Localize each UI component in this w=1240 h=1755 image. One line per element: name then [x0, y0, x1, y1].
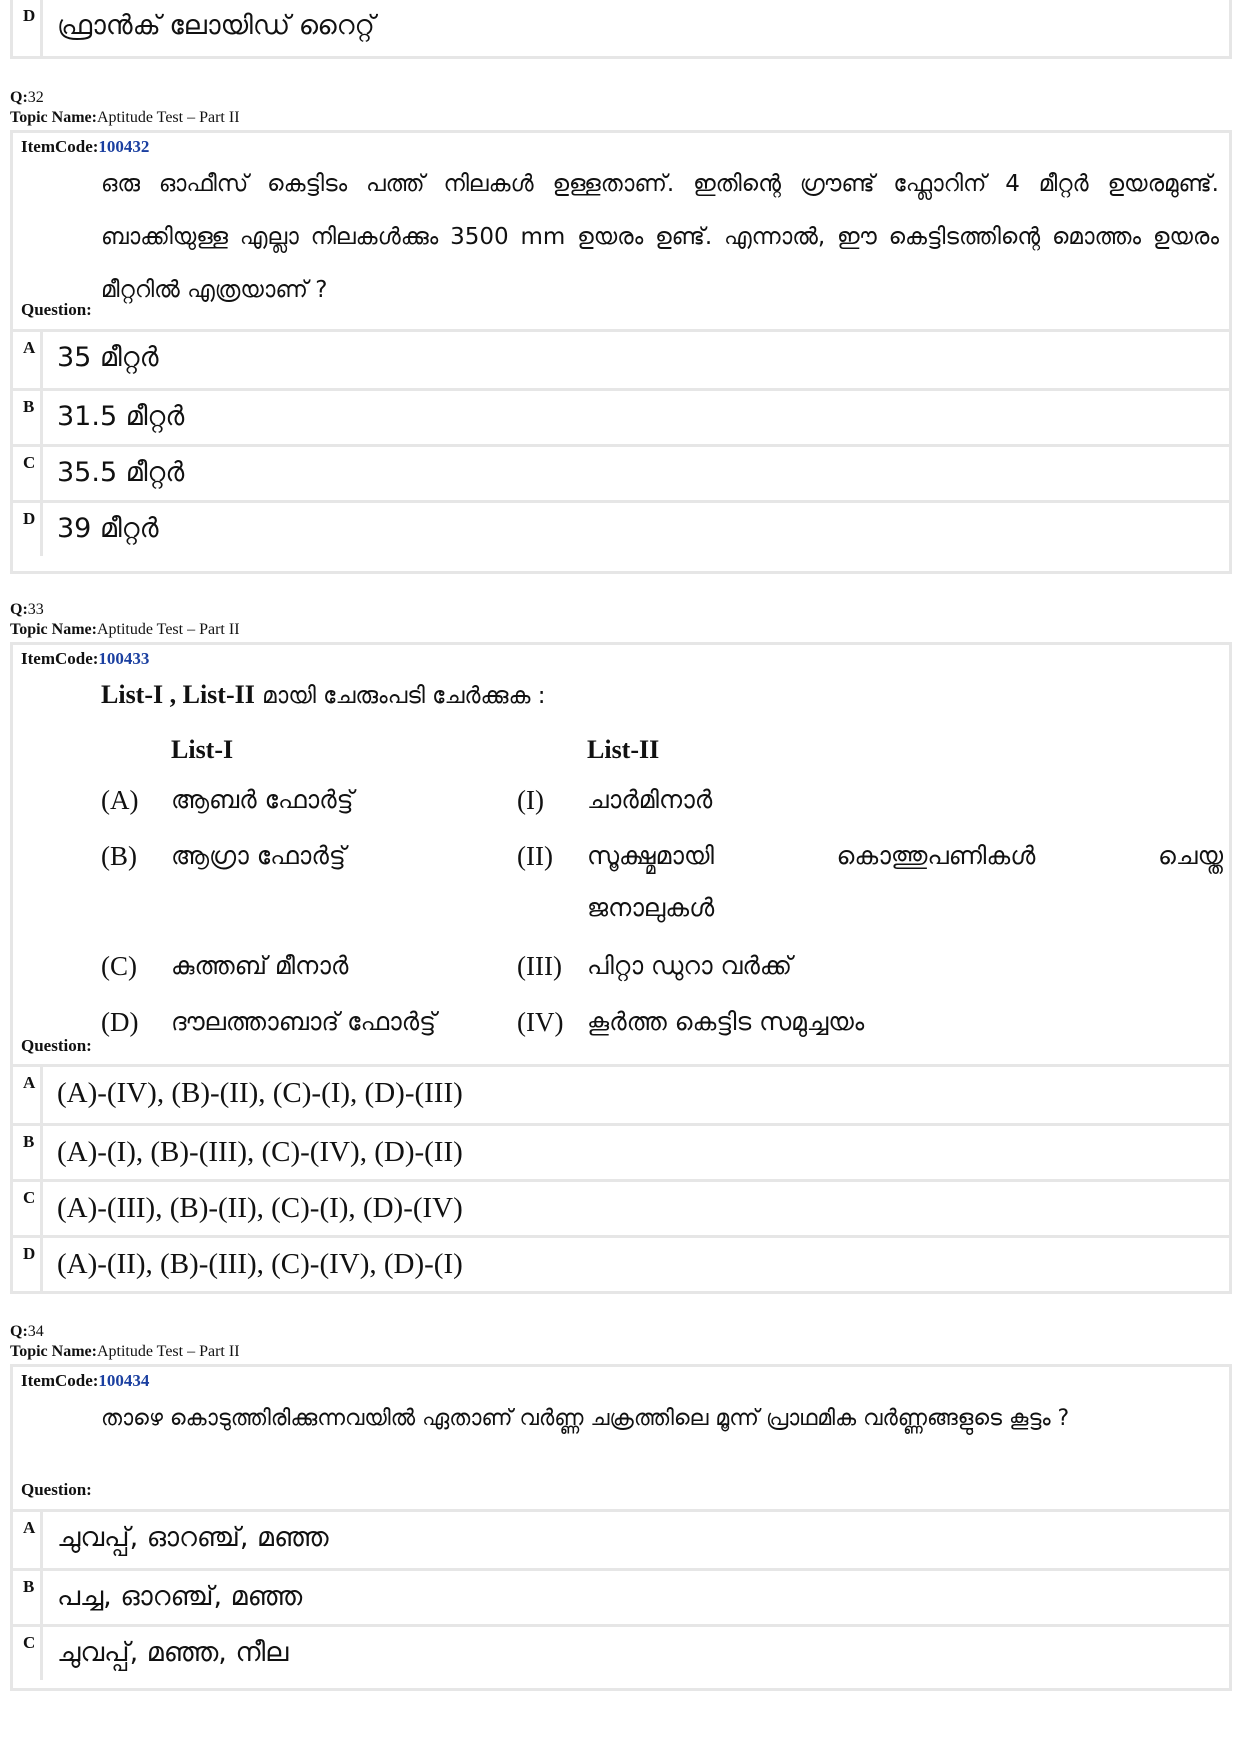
q33-question-area — [13, 645, 1229, 1067]
q34-box — [10, 1364, 1232, 1691]
intro-lists: List-I , List-II — [101, 680, 255, 709]
list1-item-b: ആഗ്രാ ഫോർട്ട് — [171, 841, 346, 870]
option-letter: A — [13, 1512, 43, 1568]
option-text: ഫ്രാൻക് ലോയിഡ് റൈറ്റ് — [57, 10, 375, 41]
q34-header — [10, 1322, 240, 1362]
topic-name: Aptitude Test – Part II — [96, 1343, 240, 1360]
option-letter: D — [13, 503, 43, 556]
q34-question-area — [13, 1367, 1229, 1512]
question-text: ഒരു ഓഫീസ് കെട്ടിടം പത്ത് നിലകൾ ഉള്ളതാണ്. ഇതിന്റെ ഗ്രൗണ്ട് ഫ്ലോറിന് 4 മീറ്റർ ഉയരമുണ്ട്. ബാക്കിയുള്ള എല്ലാ നിലകൾക്കും 3500 mm ഉയരം ഉണ്ട്. എന്നാൽ, ഈ കെട്ടിടത്തിന്റെ മൊത്തം ഉയരം മീറ്ററിൽ എത്രയാണ് ? — [101, 171, 1219, 303]
option-text: പച്ച, ഓറഞ്ച്, മഞ്ഞ — [57, 1581, 303, 1612]
q-number: 34 — [27, 1323, 44, 1340]
list2-item-i: ചാർമിനാർ — [587, 785, 713, 814]
q-number: 33 — [27, 601, 44, 618]
itemcode — [21, 1371, 149, 1391]
q33-header — [10, 600, 240, 640]
option-row-c[interactable] — [13, 444, 1229, 500]
option-row-c[interactable] — [13, 1624, 1229, 1680]
list2-item-ii-cont: ജനാലുകൾ — [587, 893, 715, 922]
option-text: (A)-(III), (B)-(II), (C)-(I), (D)-(IV) — [57, 1192, 463, 1224]
topic-label: Topic Name: — [10, 109, 97, 126]
q32-question-area — [13, 133, 1229, 332]
option-text: (A)-(IV), (B)-(II), (C)-(I), (D)-(III) — [57, 1077, 463, 1109]
option-row-d[interactable] — [13, 500, 1229, 556]
row-label-a: (A) — [101, 785, 139, 815]
question-label: Question: — [21, 300, 92, 319]
topic-label: Topic Name: — [10, 1343, 97, 1360]
option-letter: D — [13, 1238, 43, 1291]
option-row-c[interactable] — [13, 1179, 1229, 1235]
q33-box — [10, 642, 1232, 1294]
list2-item-ii: സൂക്ഷ്മമായി കൊത്തുപണികൾ ചെയ്ത — [587, 841, 1223, 870]
option-row-a[interactable] — [13, 332, 1229, 388]
option-text: 35 മീറ്റർ — [57, 342, 159, 373]
itemcode-value: 100433 — [98, 649, 150, 668]
list1-item-a: ആബർ ഫോർട്ട് — [171, 785, 354, 814]
option-letter: A — [13, 332, 43, 388]
q-number: 32 — [27, 89, 44, 106]
option-text: (A)-(I), (B)-(III), (C)-(IV), (D)-(II) — [57, 1136, 463, 1168]
itemcode-label: ItemCode: — [21, 1371, 99, 1390]
itemcode-value: 100434 — [98, 1371, 150, 1390]
option-letter: B — [13, 391, 43, 444]
option-letter: C — [13, 1182, 43, 1235]
q32-box — [10, 130, 1232, 574]
row-label-iii: (III) — [517, 951, 562, 981]
itemcode — [21, 137, 149, 157]
list2-item-iv: കൂർത്ത കെട്ടിട സമുച്ചയം — [587, 1007, 865, 1036]
option-row-b[interactable] — [13, 1568, 1229, 1624]
q-label: Q: — [10, 89, 28, 106]
itemcode — [21, 649, 149, 669]
option-letter: A — [13, 1067, 43, 1123]
option-row-a[interactable] — [13, 1512, 1229, 1568]
row-label-c: (C) — [101, 951, 137, 981]
option-row-b[interactable] — [13, 388, 1229, 444]
q-label: Q: — [10, 601, 28, 618]
option-text: (A)-(II), (B)-(III), (C)-(IV), (D)-(I) — [57, 1248, 463, 1280]
option-text: 31.5 മീറ്റർ — [57, 401, 185, 432]
question-text: താഴെ കൊടുത്തിരിക്കുന്നവയിൽ ഏതാണ് വർണ്ണ ചക്രത്തിലെ മൂന്ന് പ്രാഥമിക വർണ്ണങ്ങളുടെ കൂട്ടം ? — [101, 1406, 1070, 1431]
q32-header — [10, 88, 240, 128]
option-letter: B — [13, 1126, 43, 1179]
option-text: 35.5 മീറ്റർ — [57, 457, 185, 488]
option-text: ചുവപ്പ്, മഞ്ഞ, നീല — [57, 1637, 289, 1668]
option-row-a[interactable] — [13, 1067, 1229, 1123]
question-label: Question: — [21, 1036, 92, 1055]
intro-rest: മായി ചേരുംപടി ചേർക്കുക : — [254, 683, 546, 709]
row-label-ii: (II) — [517, 841, 553, 871]
option-letter: D — [13, 0, 43, 56]
itemcode-label: ItemCode: — [21, 137, 99, 156]
list1-item-c: കുത്തബ് മീനാർ — [171, 951, 349, 980]
q-label: Q: — [10, 1323, 28, 1340]
prev-question-option-box — [10, 0, 1232, 59]
list2-item-iii: പിറ്റാ ഡുറാ വർക്ക് — [587, 951, 793, 980]
option-text: ചുവപ്പ്, ഓറഞ്ച്, മഞ്ഞ — [57, 1522, 329, 1553]
option-row[interactable] — [13, 0, 1229, 56]
topic-name: Aptitude Test – Part II — [96, 109, 240, 126]
list1-heading: List-I — [171, 735, 234, 764]
option-letter: B — [13, 1571, 43, 1624]
option-letter: C — [13, 447, 43, 500]
itemcode-label: ItemCode: — [21, 649, 99, 668]
row-label-d: (D) — [101, 1007, 139, 1037]
list2-heading: List-II — [587, 735, 660, 764]
question-label: Question: — [21, 1480, 92, 1499]
option-text: 39 മീറ്റർ — [57, 513, 159, 544]
itemcode-value: 100432 — [98, 137, 150, 156]
row-label-b: (B) — [101, 841, 137, 871]
row-label-iv: (IV) — [517, 1007, 564, 1037]
match-intro — [101, 680, 545, 710]
option-row-d[interactable] — [13, 1235, 1229, 1291]
option-letter: C — [13, 1627, 43, 1680]
topic-name: Aptitude Test – Part II — [96, 621, 240, 638]
list1-item-d: ദൗലത്താബാദ് ഫോർട്ട് — [171, 1007, 437, 1036]
row-label-i: (I) — [517, 785, 544, 815]
topic-label: Topic Name: — [10, 621, 97, 638]
option-row-b[interactable] — [13, 1123, 1229, 1179]
